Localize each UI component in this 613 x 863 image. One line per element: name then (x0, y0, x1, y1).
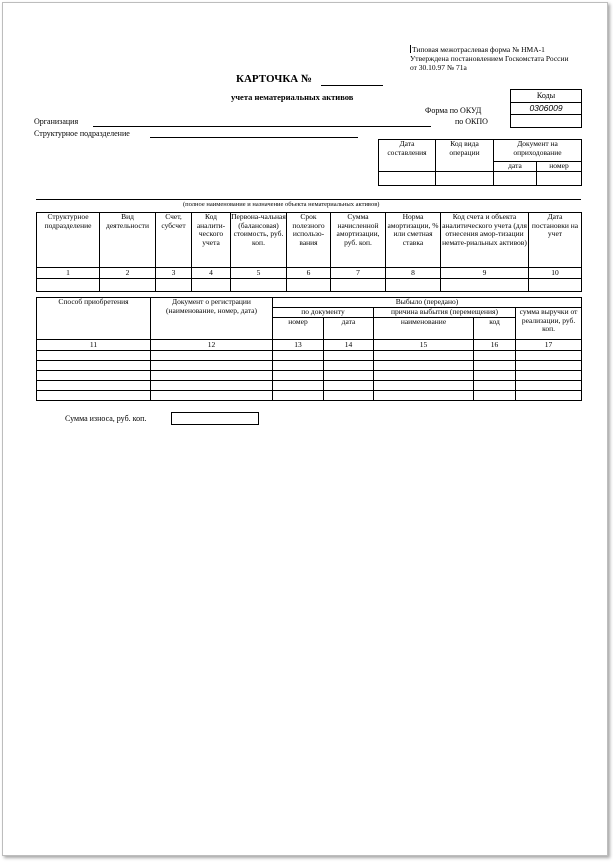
table-cell[interactable] (151, 381, 273, 391)
receipt-number-header: номер (537, 162, 582, 172)
table-cell[interactable] (273, 371, 324, 381)
table-row (37, 371, 582, 381)
subdivision-field[interactable] (150, 137, 358, 138)
col-activity-header: Вид деятельности (100, 213, 156, 268)
acquisition-method-header: Способ приобретения (37, 298, 151, 340)
col-account-object-header: Код счета и объекта аналитического учета (для отнесения амор-тизации немате-риальных активов) (441, 213, 529, 268)
table-cell[interactable] (529, 279, 582, 292)
disposal-table (36, 297, 582, 401)
table-cell[interactable] (151, 371, 273, 381)
col-number: 6 (287, 268, 331, 279)
table-row (37, 391, 582, 401)
registration-document-header: Документ о регистрации (наименование, номер, дата) (151, 298, 273, 340)
table-cell[interactable] (287, 279, 331, 292)
subdivision-label: Структурное подразделение (34, 129, 130, 138)
disposed-header: Выбыло (передано) (273, 298, 582, 308)
col-number: 8 (386, 268, 441, 279)
table-cell[interactable] (324, 351, 374, 361)
col-number: 12 (151, 340, 273, 351)
table-cell[interactable] (331, 279, 386, 292)
approval-date-line: от 30.10.97 № 71а (410, 63, 467, 72)
col-number: 7 (331, 268, 386, 279)
col-number: 4 (192, 268, 231, 279)
col-analytic-code-header: Код аналити-ческого учета (192, 213, 231, 268)
table-cell[interactable] (37, 391, 151, 401)
table-cell[interactable] (516, 371, 582, 381)
table-cell[interactable] (374, 381, 474, 391)
okpo-label: по ОКПО (455, 117, 488, 126)
table-cell[interactable] (374, 351, 474, 361)
table-cell[interactable] (273, 351, 324, 361)
form-sheet (2, 2, 608, 856)
table-cell[interactable] (474, 381, 516, 391)
table-cell[interactable] (474, 371, 516, 381)
card-number-field[interactable] (321, 85, 383, 86)
table-cell[interactable] (37, 371, 151, 381)
okpo-code-field[interactable] (511, 115, 581, 126)
table-row (37, 361, 582, 371)
col-registration-date-header: Дата постановки на учет (529, 213, 582, 268)
text-cursor (410, 45, 411, 53)
card-title: КАРТОЧКА № (236, 73, 313, 85)
table-cell[interactable] (151, 391, 273, 401)
table-cell[interactable] (441, 279, 529, 292)
table-cell[interactable] (273, 391, 324, 401)
receipt-number-cell[interactable] (537, 172, 582, 186)
col-number: 11 (37, 340, 151, 351)
form-approval-note (410, 45, 569, 72)
table-cell[interactable] (231, 279, 287, 292)
doc-date-header: дата (324, 318, 374, 340)
object-name-field[interactable] (36, 199, 581, 200)
card-subtitle: учета нематериальных активов (231, 92, 354, 102)
col-number: 17 (516, 340, 582, 351)
date-compiled-cell[interactable] (379, 172, 436, 186)
wear-sum-field[interactable] (171, 412, 259, 425)
asset-details-table (36, 212, 582, 292)
reason-name-header: наименование (374, 318, 474, 340)
col-number: 16 (474, 340, 516, 351)
table-cell[interactable] (386, 279, 441, 292)
receipt-date-header: дата (494, 162, 537, 172)
table-cell[interactable] (324, 361, 374, 371)
table-cell[interactable] (192, 279, 231, 292)
table-cell[interactable] (273, 381, 324, 391)
operation-code-cell[interactable] (436, 172, 494, 186)
table-cell[interactable] (516, 361, 582, 371)
date-compiled-header: Дата составления (379, 140, 436, 172)
by-document-header: по документу (273, 308, 374, 318)
col-number: 1 (37, 268, 100, 279)
table-cell[interactable] (151, 351, 273, 361)
operation-code-header: Код вида операции (436, 140, 494, 172)
table-cell[interactable] (273, 361, 324, 371)
reason-code-header: код (474, 318, 516, 340)
col-amortization-sum-header: Сумма начисленной амортизации, руб. коп. (331, 213, 386, 268)
organization-label: Организация (34, 117, 79, 126)
wear-sum-label: Сумма износа, руб. коп. (65, 414, 147, 423)
doc-number-header: номер (273, 318, 324, 340)
table-cell[interactable] (156, 279, 192, 292)
table-cell[interactable] (324, 381, 374, 391)
codes-box (510, 89, 582, 128)
col-number: 15 (374, 340, 474, 351)
form-type-line: Типовая межотраслевая форма № НМА-1 (412, 45, 545, 54)
sale-revenue-header: сумма выручки от реализации, руб. коп. (516, 308, 582, 340)
table-cell[interactable] (374, 391, 474, 401)
organization-field[interactable] (93, 126, 431, 127)
table-row (37, 351, 582, 361)
object-name-caption: (полное наименование и назначение объекта нематериальных активов) (183, 201, 380, 208)
col-number: 10 (529, 268, 582, 279)
col-number: 2 (100, 268, 156, 279)
col-number: 3 (156, 268, 192, 279)
table-cell[interactable] (37, 351, 151, 361)
col-useful-life-header: Срок полезного использо-вания (287, 213, 331, 268)
okud-code-field[interactable]: 0306009 (511, 103, 581, 115)
table-cell[interactable] (474, 361, 516, 371)
approval-line: Утверждена постановлением Госкомстата России (410, 54, 569, 63)
table-cell[interactable] (37, 381, 151, 391)
table-cell[interactable] (474, 391, 516, 401)
table-row (37, 279, 582, 292)
receipt-date-cell[interactable] (494, 172, 537, 186)
table-cell[interactable] (100, 279, 156, 292)
col-number: 14 (324, 340, 374, 351)
col-number: 9 (441, 268, 529, 279)
col-account-header: Счет, субсчет (156, 213, 192, 268)
okud-label: Форма по ОКУД (425, 106, 482, 115)
col-number: 5 (231, 268, 287, 279)
disposal-reason-header: причина выбытия (перемещения) (374, 308, 516, 318)
table-cell[interactable] (37, 279, 100, 292)
table-cell[interactable] (374, 371, 474, 381)
table-cell[interactable] (374, 361, 474, 371)
receipt-document-header: Документ на оприходование (494, 140, 582, 162)
table-cell[interactable] (324, 391, 374, 401)
table-cell[interactable] (516, 351, 582, 361)
document-info-table (378, 139, 582, 186)
table-cell[interactable] (516, 381, 582, 391)
col-initial-cost-header: Первона-чальная (балансовая) стоимость, руб. коп. (231, 213, 287, 268)
table-row (37, 381, 582, 391)
codes-header: Коды (511, 90, 581, 103)
table-cell[interactable] (37, 361, 151, 371)
table-cell[interactable] (516, 391, 582, 401)
table-cell[interactable] (324, 371, 374, 381)
table-cell[interactable] (151, 361, 273, 371)
col-number: 13 (273, 340, 324, 351)
col-amortization-rate-header: Норма амортизации, % или сметная ставка (386, 213, 441, 268)
table-cell[interactable] (474, 351, 516, 361)
col-subdivision-header: Структурное подразделение (37, 213, 100, 268)
